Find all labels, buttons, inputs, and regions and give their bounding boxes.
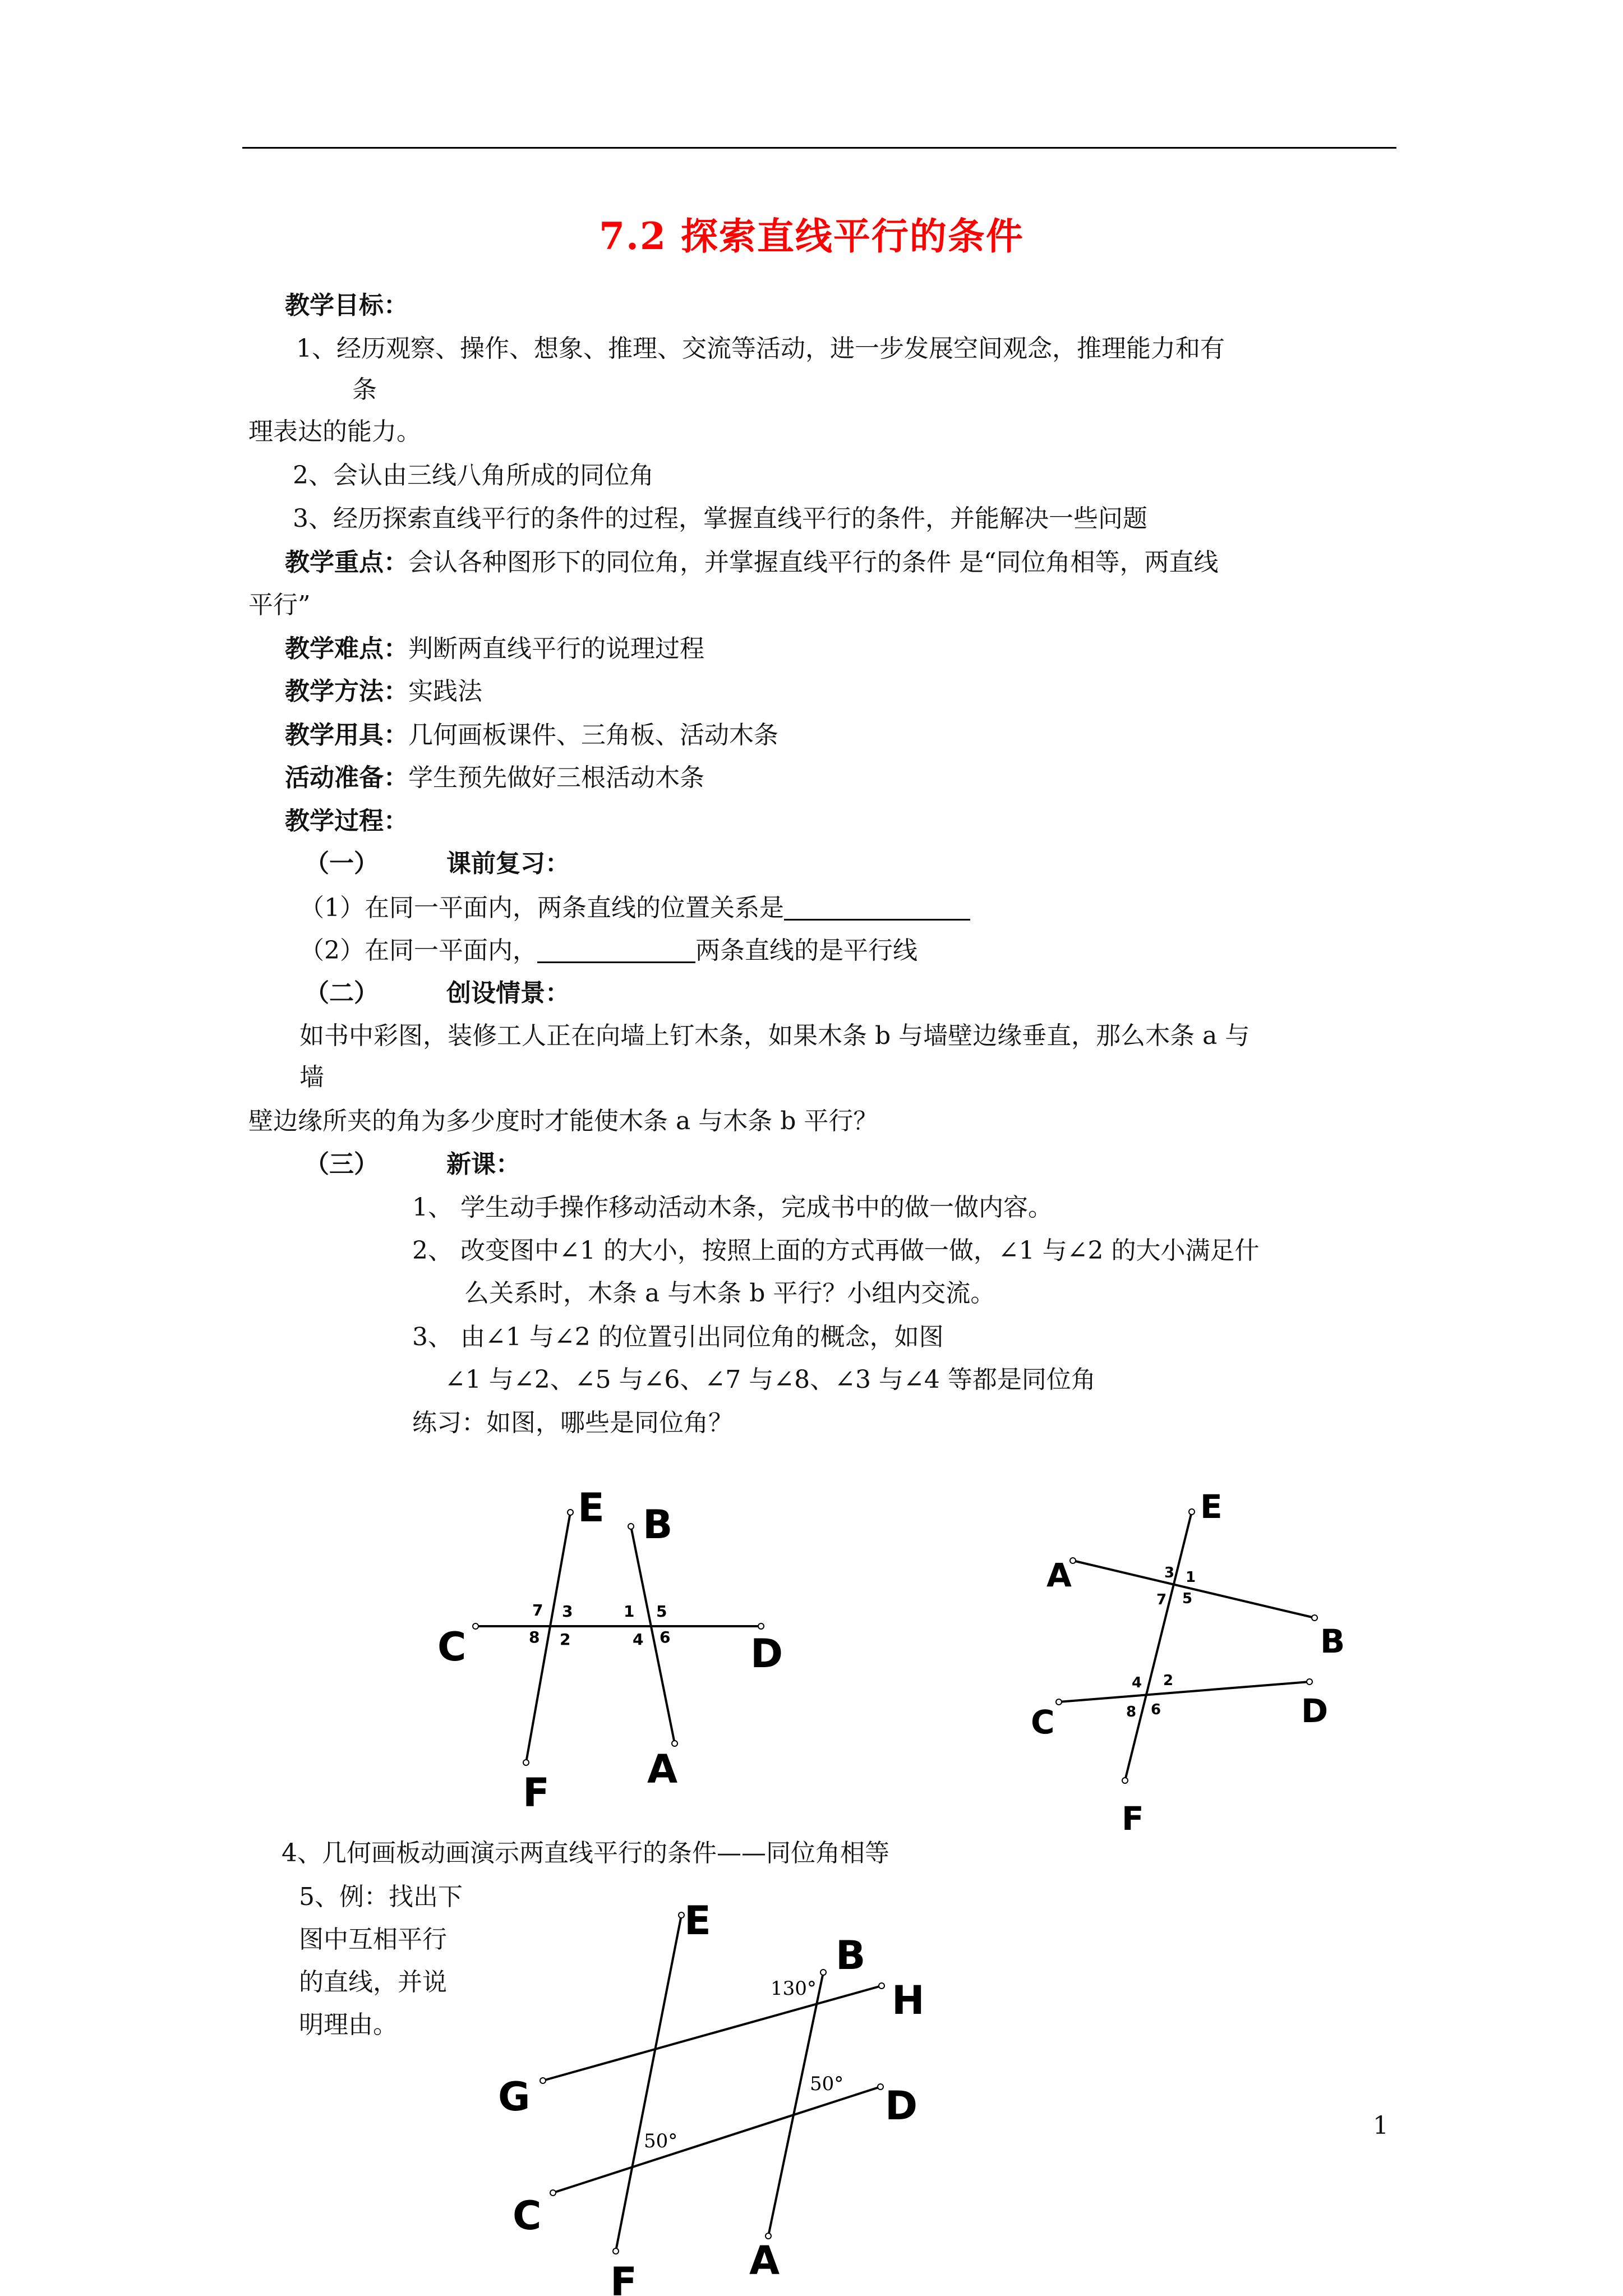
fig2-label-b: B	[1320, 1622, 1345, 1660]
fig3-label-h: H	[892, 1977, 925, 2023]
key-points-line-b: 平行”	[248, 591, 311, 619]
tools-label: 教学用具：	[285, 721, 408, 749]
step-5-line-4: 明理由。	[299, 2010, 398, 2039]
section-3-title: 新课：	[446, 1150, 520, 1179]
section-1-number: （一）	[305, 849, 379, 878]
method-text: 实践法	[408, 677, 482, 706]
step-3-line-a: 3、 由∠1 与∠2 的位置引出同位角的概念，如图	[412, 1323, 944, 1351]
fig3-angle-50-right: 50°	[810, 2073, 844, 2095]
fig1-angle-5: 5	[656, 1602, 667, 1621]
tools-text: 几何画板课件、三角板、活动木条	[408, 721, 778, 749]
fig3-label-f: F	[610, 2259, 637, 2296]
line-ef	[616, 1915, 681, 2251]
objective-2: 2、会认由三线八角所成的同位角	[293, 461, 654, 490]
fig2-label-d: D	[1301, 1692, 1329, 1730]
section-1-title: 课前复习：	[446, 849, 570, 878]
review-2-text-a: （2）在同一平面内，	[299, 936, 537, 965]
fig3-label-a: A	[749, 2238, 780, 2284]
fig2-angle-8: 8	[1126, 1704, 1137, 1720]
fig2-angle-5: 5	[1182, 1590, 1193, 1607]
fig1-angle-3: 3	[562, 1602, 573, 1621]
fig2-angle-4: 4	[1132, 1674, 1142, 1691]
key-points-text: 会认各种图形下的同位角，并掌握直线平行的条件 是“同位角相等，两直线	[408, 548, 1219, 577]
step-4: 4、几何画板动画演示两直线平行的条件——同位角相等	[282, 1839, 889, 1867]
objective-1-line-a: 1、经历观察、操作、想象、推理、交流等活动，进一步发展空间观念，推理能力和有	[296, 334, 1225, 363]
scenario-line-b: 墙	[299, 1063, 324, 1092]
line-ba	[768, 1972, 823, 2236]
fig2-angle-6: 6	[1151, 1701, 1161, 1718]
fig1-angle-7: 7	[532, 1601, 543, 1619]
fig1-label-d: D	[750, 1631, 783, 1677]
step-5-line-3: 的直线，并说	[299, 1968, 447, 1996]
fig1-angle-8: 8	[529, 1628, 540, 1646]
key-points-label: 教学重点：	[285, 548, 408, 577]
difficulty-text: 判断两直线平行的说理过程	[408, 634, 704, 663]
objectives-heading: 教学目标：	[285, 291, 408, 320]
step-2-line-a: 2、 改变图中∠1 的大小，按照上面的方式再做一做，∠1 与∠2 的大小满足什	[412, 1236, 1260, 1265]
fig3-label-g: G	[498, 2074, 531, 2120]
scenario-line-c: 壁边缘所夹的角为多少度时才能使木条 a 与木条 b 平行？	[248, 1107, 878, 1135]
fig2-angle-7: 7	[1156, 1591, 1167, 1608]
review-2-text-b: 两条直线的是平行线	[695, 936, 917, 965]
page-title: 7.2 探索直线平行的条件	[599, 214, 1024, 258]
fig1-label-b: B	[643, 1502, 673, 1548]
page-number: 1	[1373, 2111, 1389, 2140]
fig1-angle-6: 6	[660, 1628, 671, 1646]
process-label: 教学过程：	[285, 807, 408, 835]
fig3-label-c: C	[513, 2193, 542, 2239]
step-1: 1、 学生动手操作移动活动木条，完成书中的做一做内容。	[412, 1193, 1053, 1222]
fig2-angle-2: 2	[1163, 1672, 1174, 1689]
fig1-label-e: E	[578, 1485, 605, 1531]
section-3-number: （三）	[305, 1150, 379, 1179]
scenario-line-a: 如书中彩图，装修工人正在向墙上钉木条，如果木条 b 与墙壁边缘垂直，那么木条 a 与	[299, 1022, 1250, 1050]
step-5-line-2: 图中互相平行	[299, 1925, 447, 1954]
step-2-line-b: 么关系时，木条 a 与木条 b 平行？小组内交流。	[464, 1279, 995, 1308]
fig2-label-f: F	[1122, 1800, 1144, 1838]
section-2-number: （二）	[305, 979, 379, 1007]
review-1-text: （1）在同一平面内，两条直线的位置关系是	[299, 894, 784, 922]
objective-1-line-c: 理表达的能力。	[248, 417, 421, 446]
prep-text: 学生预先做好三根活动木条	[408, 763, 704, 792]
fig1-label-f: F	[523, 1770, 550, 1816]
fig2-label-c: C	[1031, 1703, 1055, 1741]
step-5-line-1: 5、例：找出下	[299, 1883, 463, 1911]
objective-1-line-b: 条	[352, 375, 377, 404]
section-2-title: 创设情景：	[446, 979, 570, 1007]
fig1-angle-2: 2	[560, 1630, 571, 1649]
fig2-label-e: E	[1200, 1488, 1223, 1526]
method-label: 教学方法：	[285, 677, 408, 706]
fig2-label-a: A	[1046, 1556, 1072, 1594]
objective-3: 3、经历探索直线平行的条件的过程，掌握直线平行的条件，并能解决一些问题	[293, 504, 1147, 533]
fig1-label-a: A	[647, 1746, 678, 1792]
line-gh	[543, 1986, 882, 2081]
difficulty-label: 教学难点：	[285, 634, 408, 663]
step-3-line-b: ∠1 与∠2、∠5 与∠6、∠7 与∠8、∠3 与∠4 等都是同位角	[445, 1365, 1096, 1394]
fig1-label-c: C	[437, 1624, 467, 1670]
fig1-angle-1: 1	[624, 1602, 635, 1621]
fig2-angle-1: 1	[1186, 1569, 1196, 1586]
fig3-label-b: B	[836, 1932, 866, 1978]
fig2-angle-3: 3	[1164, 1565, 1175, 1581]
line-cd	[553, 2087, 880, 2193]
fig1-angle-4: 4	[633, 1630, 644, 1649]
exercise-prompt: 练习：如图，哪些是同位角？	[412, 1409, 733, 1437]
fig3-label-e: E	[684, 1898, 711, 1944]
prep-label: 活动准备：	[285, 763, 408, 792]
fig3-angle-130: 130°	[771, 1977, 817, 2000]
fig3-angle-50-left: 50°	[644, 2130, 678, 2152]
fig3-label-d: D	[885, 2083, 918, 2129]
